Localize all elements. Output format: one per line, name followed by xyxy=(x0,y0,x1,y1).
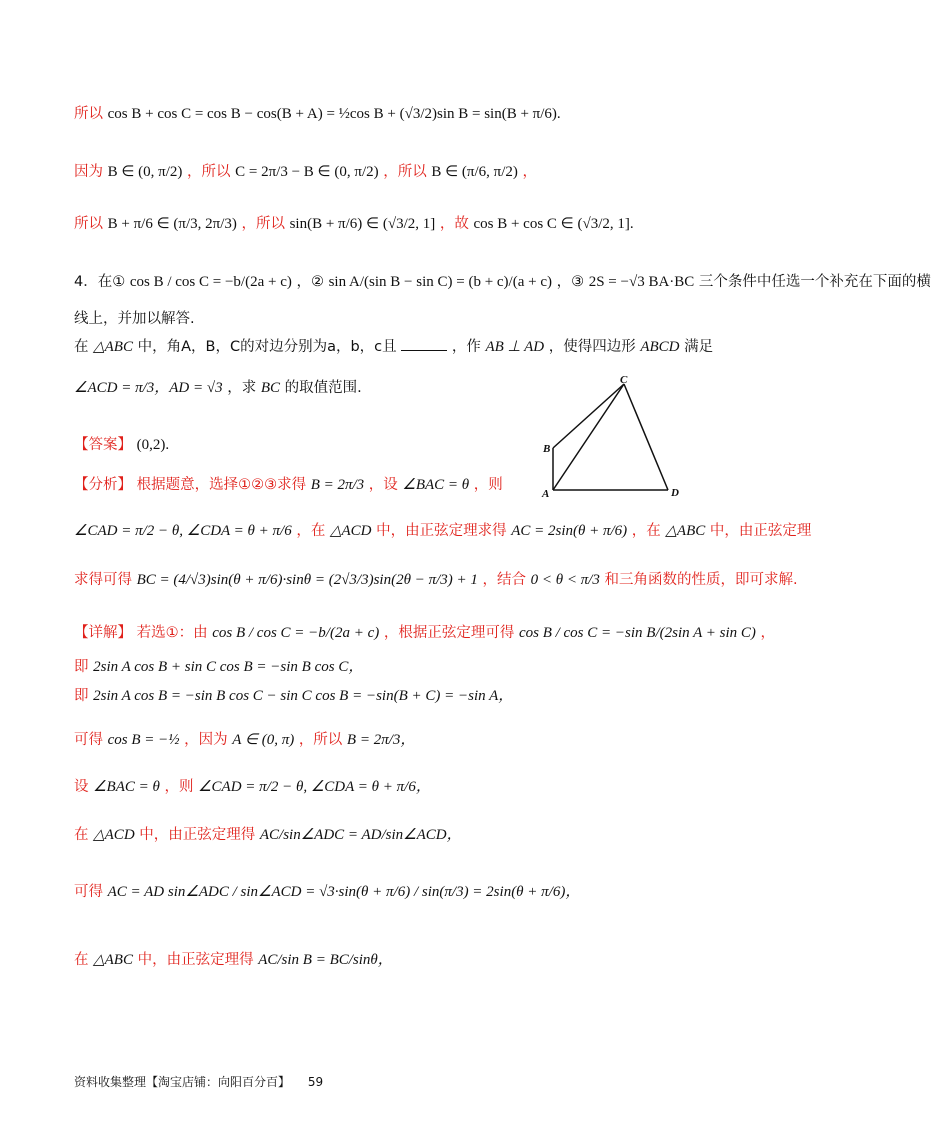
formula: ∠BAC = θ xyxy=(93,779,160,795)
formula: cos B / cos C = −b/(2a + c) xyxy=(212,625,380,641)
text: 可得 xyxy=(74,884,103,900)
formula: B ∈ (π/6, π/2) xyxy=(431,164,518,180)
formula: △ABC xyxy=(93,952,133,968)
text: ，使得四边形 xyxy=(548,339,636,355)
detail-line-2 xyxy=(74,657,363,677)
detail-label: 【详解】 xyxy=(74,625,132,641)
text: ，在 xyxy=(631,523,661,539)
formula: AC = AD sin∠ADC / sin∠ACD = √3·sin(θ + π/6) / sin(π/3) = 2sin(θ + π/6)， xyxy=(107,884,581,900)
footer-text: 资料收集整理【淘宝店铺：向阳百分百】 xyxy=(74,1075,291,1089)
answer-blank xyxy=(401,338,447,351)
text: 所以 xyxy=(74,216,103,232)
text: ，故 xyxy=(439,216,469,232)
question-4-line-4 xyxy=(74,378,362,398)
text: 在 xyxy=(74,952,89,968)
formula: cos B = −½ xyxy=(107,732,180,748)
formula: B = 2π/3， xyxy=(346,732,416,748)
text: ，所以 xyxy=(187,164,231,180)
formula: cos B / cos C = −b/(2a + c) xyxy=(129,274,292,290)
formula: C = 2π/3 − B ∈ (0, π/2) xyxy=(235,164,379,180)
text: ，则 xyxy=(164,779,194,795)
text: ，设 xyxy=(368,477,398,493)
text: ，则 xyxy=(473,477,503,493)
text: 即 xyxy=(74,659,89,675)
analysis-line-2 xyxy=(74,521,811,541)
formula: △ACD xyxy=(93,827,135,843)
question-4-line-2 xyxy=(74,309,195,329)
text: ，所以 xyxy=(241,216,285,232)
detail-line-6 xyxy=(74,825,462,845)
line-1 xyxy=(74,104,561,124)
text: 可得 xyxy=(74,732,103,748)
text: 4．在① xyxy=(74,274,126,290)
text: 设 xyxy=(74,779,89,795)
edge-bc xyxy=(553,384,624,448)
text: ， xyxy=(760,625,775,641)
text: 在 xyxy=(74,827,89,843)
text: 中，由正弦定理得 xyxy=(139,827,256,843)
formula: sin A/(sin B − sin C) = (b + c)/(a + c) xyxy=(328,274,552,290)
text: 满足 xyxy=(684,339,714,355)
detail-line-4 xyxy=(74,730,415,750)
text: ，在 xyxy=(296,523,326,539)
edge-cd xyxy=(624,384,668,490)
quadrilateral-figure xyxy=(538,372,688,504)
detail-line-5 xyxy=(74,777,431,797)
formula: B = 2π/3 xyxy=(310,477,365,493)
formula: △ACD xyxy=(329,523,372,539)
text: ，求 xyxy=(227,380,257,396)
page-number: 59 xyxy=(307,1075,324,1089)
text: ，结合 xyxy=(482,572,526,588)
detail-line-8 xyxy=(74,950,393,970)
formula: AB ⊥ AD xyxy=(485,339,545,355)
answer-label: 【答案】 xyxy=(74,437,132,453)
text: 若选①：由 xyxy=(136,625,208,641)
text: 即 xyxy=(74,688,89,704)
formula: BC = (4/√3)sin(θ + π/6)·sinθ = (2√3/3)sin(2θ − π/3) + 1 xyxy=(136,572,478,588)
text: ，因为 xyxy=(184,732,228,748)
label-a: A xyxy=(542,488,550,500)
edge-ac xyxy=(553,384,624,490)
text: 在 xyxy=(74,339,89,355)
formula: ∠ACD = π/3，AD = √3 xyxy=(74,380,223,396)
formula: ∠CAD = π/2 − θ, ∠CDA = θ + π/6 xyxy=(74,523,292,539)
formula: (0,2). xyxy=(136,437,170,453)
text: 中，由正弦定理 xyxy=(709,523,812,539)
text: 求得可得 xyxy=(74,572,132,588)
formula: △ABC xyxy=(93,339,133,355)
formula: cos B + cos C = cos B − cos(B + A) = ½cos B + (√3/2)sin B = sin(B + π/6). xyxy=(107,106,561,122)
question-4-line-3 xyxy=(74,337,713,357)
text: ，所以 xyxy=(298,732,343,748)
question-4-line-1 xyxy=(74,272,931,292)
formula: ABCD xyxy=(640,339,680,355)
formula: 2sin A cos B + sin C cos B = −sin B cos C， xyxy=(93,659,364,675)
analysis-line-1 xyxy=(74,475,503,495)
formula: 2S = −√3 BA·BC xyxy=(588,274,695,290)
formula: BC xyxy=(260,380,280,396)
text: 和三角函数的性质，即可求解. xyxy=(604,572,798,588)
formula: B + π/6 ∈ (π/3, 2π/3) xyxy=(107,216,237,232)
detail-line-3 xyxy=(74,686,513,706)
text: 因为 xyxy=(74,164,103,180)
text: ，② xyxy=(296,274,324,290)
formula: AC/sin B = BC/sinθ， xyxy=(258,952,393,968)
line-3 xyxy=(74,214,634,234)
text: 中，由正弦定理求得 xyxy=(376,523,507,539)
label-b: B xyxy=(543,443,551,455)
label-d: D xyxy=(671,487,679,499)
text: 三个条件中任选一个补充在下面的横 xyxy=(698,274,931,290)
text: 所以 xyxy=(74,106,103,122)
formula: cos B / cos C = −sin B/(2sin A + sin C) xyxy=(518,625,756,641)
formula: cos B + cos C ∈ (√3/2, 1]. xyxy=(473,216,634,232)
text: ，所以 xyxy=(383,164,427,180)
formula: A ∈ (0, π) xyxy=(232,732,295,748)
answer-line xyxy=(74,435,169,455)
text: 中，角A，B，C的对边分别为a，b，c且 xyxy=(137,339,397,355)
text: 中，由正弦定理得 xyxy=(137,952,254,968)
formula: ∠BAC = θ xyxy=(402,477,470,493)
text: 根据题意，选择①②③求得 xyxy=(136,477,307,493)
formula: sin(B + π/6) ∈ (√3/2, 1] xyxy=(289,216,436,232)
text: ，根据正弦定理可得 xyxy=(383,625,515,641)
formula: △ABC xyxy=(665,523,706,539)
formula: B ∈ (0, π/2) xyxy=(107,164,183,180)
text: 线上，并加以解答. xyxy=(74,311,195,327)
analysis-line-3 xyxy=(74,570,798,590)
detail-line-7 xyxy=(74,882,580,902)
text: ，作 xyxy=(451,339,481,355)
line-2 xyxy=(74,162,537,182)
formula: 0 < θ < π/3 xyxy=(530,572,600,588)
formula: 2sin A cos B = −sin B cos C − sin C cos B = −sin(B + C) = −sin A， xyxy=(93,688,514,704)
page-footer xyxy=(74,1073,323,1090)
formula: ∠CAD = π/2 − θ, ∠CDA = θ + π/6， xyxy=(198,779,431,795)
text: ， xyxy=(522,164,537,180)
text: 的取值范围. xyxy=(284,380,362,396)
label-c: C xyxy=(620,374,628,386)
analysis-label: 【分析】 xyxy=(74,477,132,493)
text: ，③ xyxy=(556,274,585,290)
formula: AC/sin∠ADC = AD/sin∠ACD， xyxy=(259,827,462,843)
detail-line-1 xyxy=(74,623,775,643)
formula: AC = 2sin(θ + π/6) xyxy=(511,523,628,539)
